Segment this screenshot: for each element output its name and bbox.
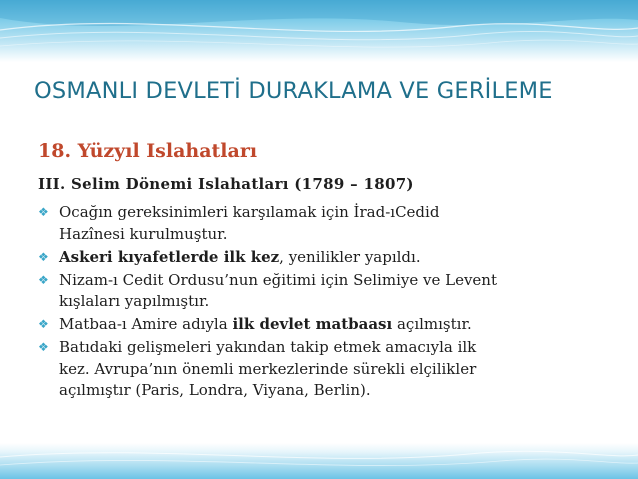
slide-subtitle: 18. Yüzyıl Islahatları: [38, 140, 258, 162]
slide-title: OSMANLI DEVLETİ DURAKLAMA VE GERİLEME: [34, 78, 553, 104]
bullet-item: [38, 270, 598, 313]
bullet-item: [38, 337, 598, 402]
section-heading: III. Selim Dönemi Islahatları (1789 – 1807): [38, 175, 414, 193]
bullet-diamond-icon: ❖: [38, 249, 49, 264]
bullet-diamond-icon: ❖: [38, 340, 49, 354]
bullet-bold-text: ilk devlet matbaası: [232, 315, 393, 333]
bullet-line: Hazînesi kurulmuştur.: [59, 224, 228, 243]
bullet-line: Ocağın gereksinimleri karşılamak için İrad-ıCedid: [59, 203, 440, 221]
bullet-item: [38, 247, 598, 269]
bullet-text: , yenilikler yapıldı.: [279, 247, 421, 266]
wave-decoration-bottom: [0, 443, 638, 479]
bullet-diamond-icon: ❖: [38, 317, 49, 331]
bullet-text: Matbaa-ı Amire adıyla: [59, 315, 233, 333]
bottom-decorative-band: [0, 443, 638, 479]
bullet-bold-text: Askeri kıyafetlerde ilk kez: [59, 247, 280, 266]
bullet-line: Batıdaki gelişmeleri yakından takip etmek amacıyla ilk: [59, 338, 477, 356]
bullet-line: [59, 314, 598, 336]
bullet-line: kez. Avrupa’nın önemli merkezlerinde sürekli elçilikler: [59, 359, 477, 378]
wave-decoration-top: [0, 0, 638, 62]
bullet-diamond-icon: ❖: [38, 272, 49, 287]
bullet-diamond-icon: ❖: [38, 205, 49, 219]
bullet-line: Nizam-ı Cedit Ordusu’nun eğitimi için Selimiye ve Levent: [59, 270, 497, 289]
top-decorative-band: [0, 0, 638, 62]
bullet-item: [38, 314, 598, 336]
bullet-text: açılmıştır.: [392, 315, 472, 333]
bullet-line: açılmıştır (Paris, Londra, Viyana, Berlin).: [59, 381, 371, 399]
bullet-list: [38, 202, 598, 403]
bullet-line: kışlaları yapılmıştır.: [59, 292, 210, 310]
bullet-item: [38, 202, 598, 245]
bullet-line: [59, 247, 598, 269]
